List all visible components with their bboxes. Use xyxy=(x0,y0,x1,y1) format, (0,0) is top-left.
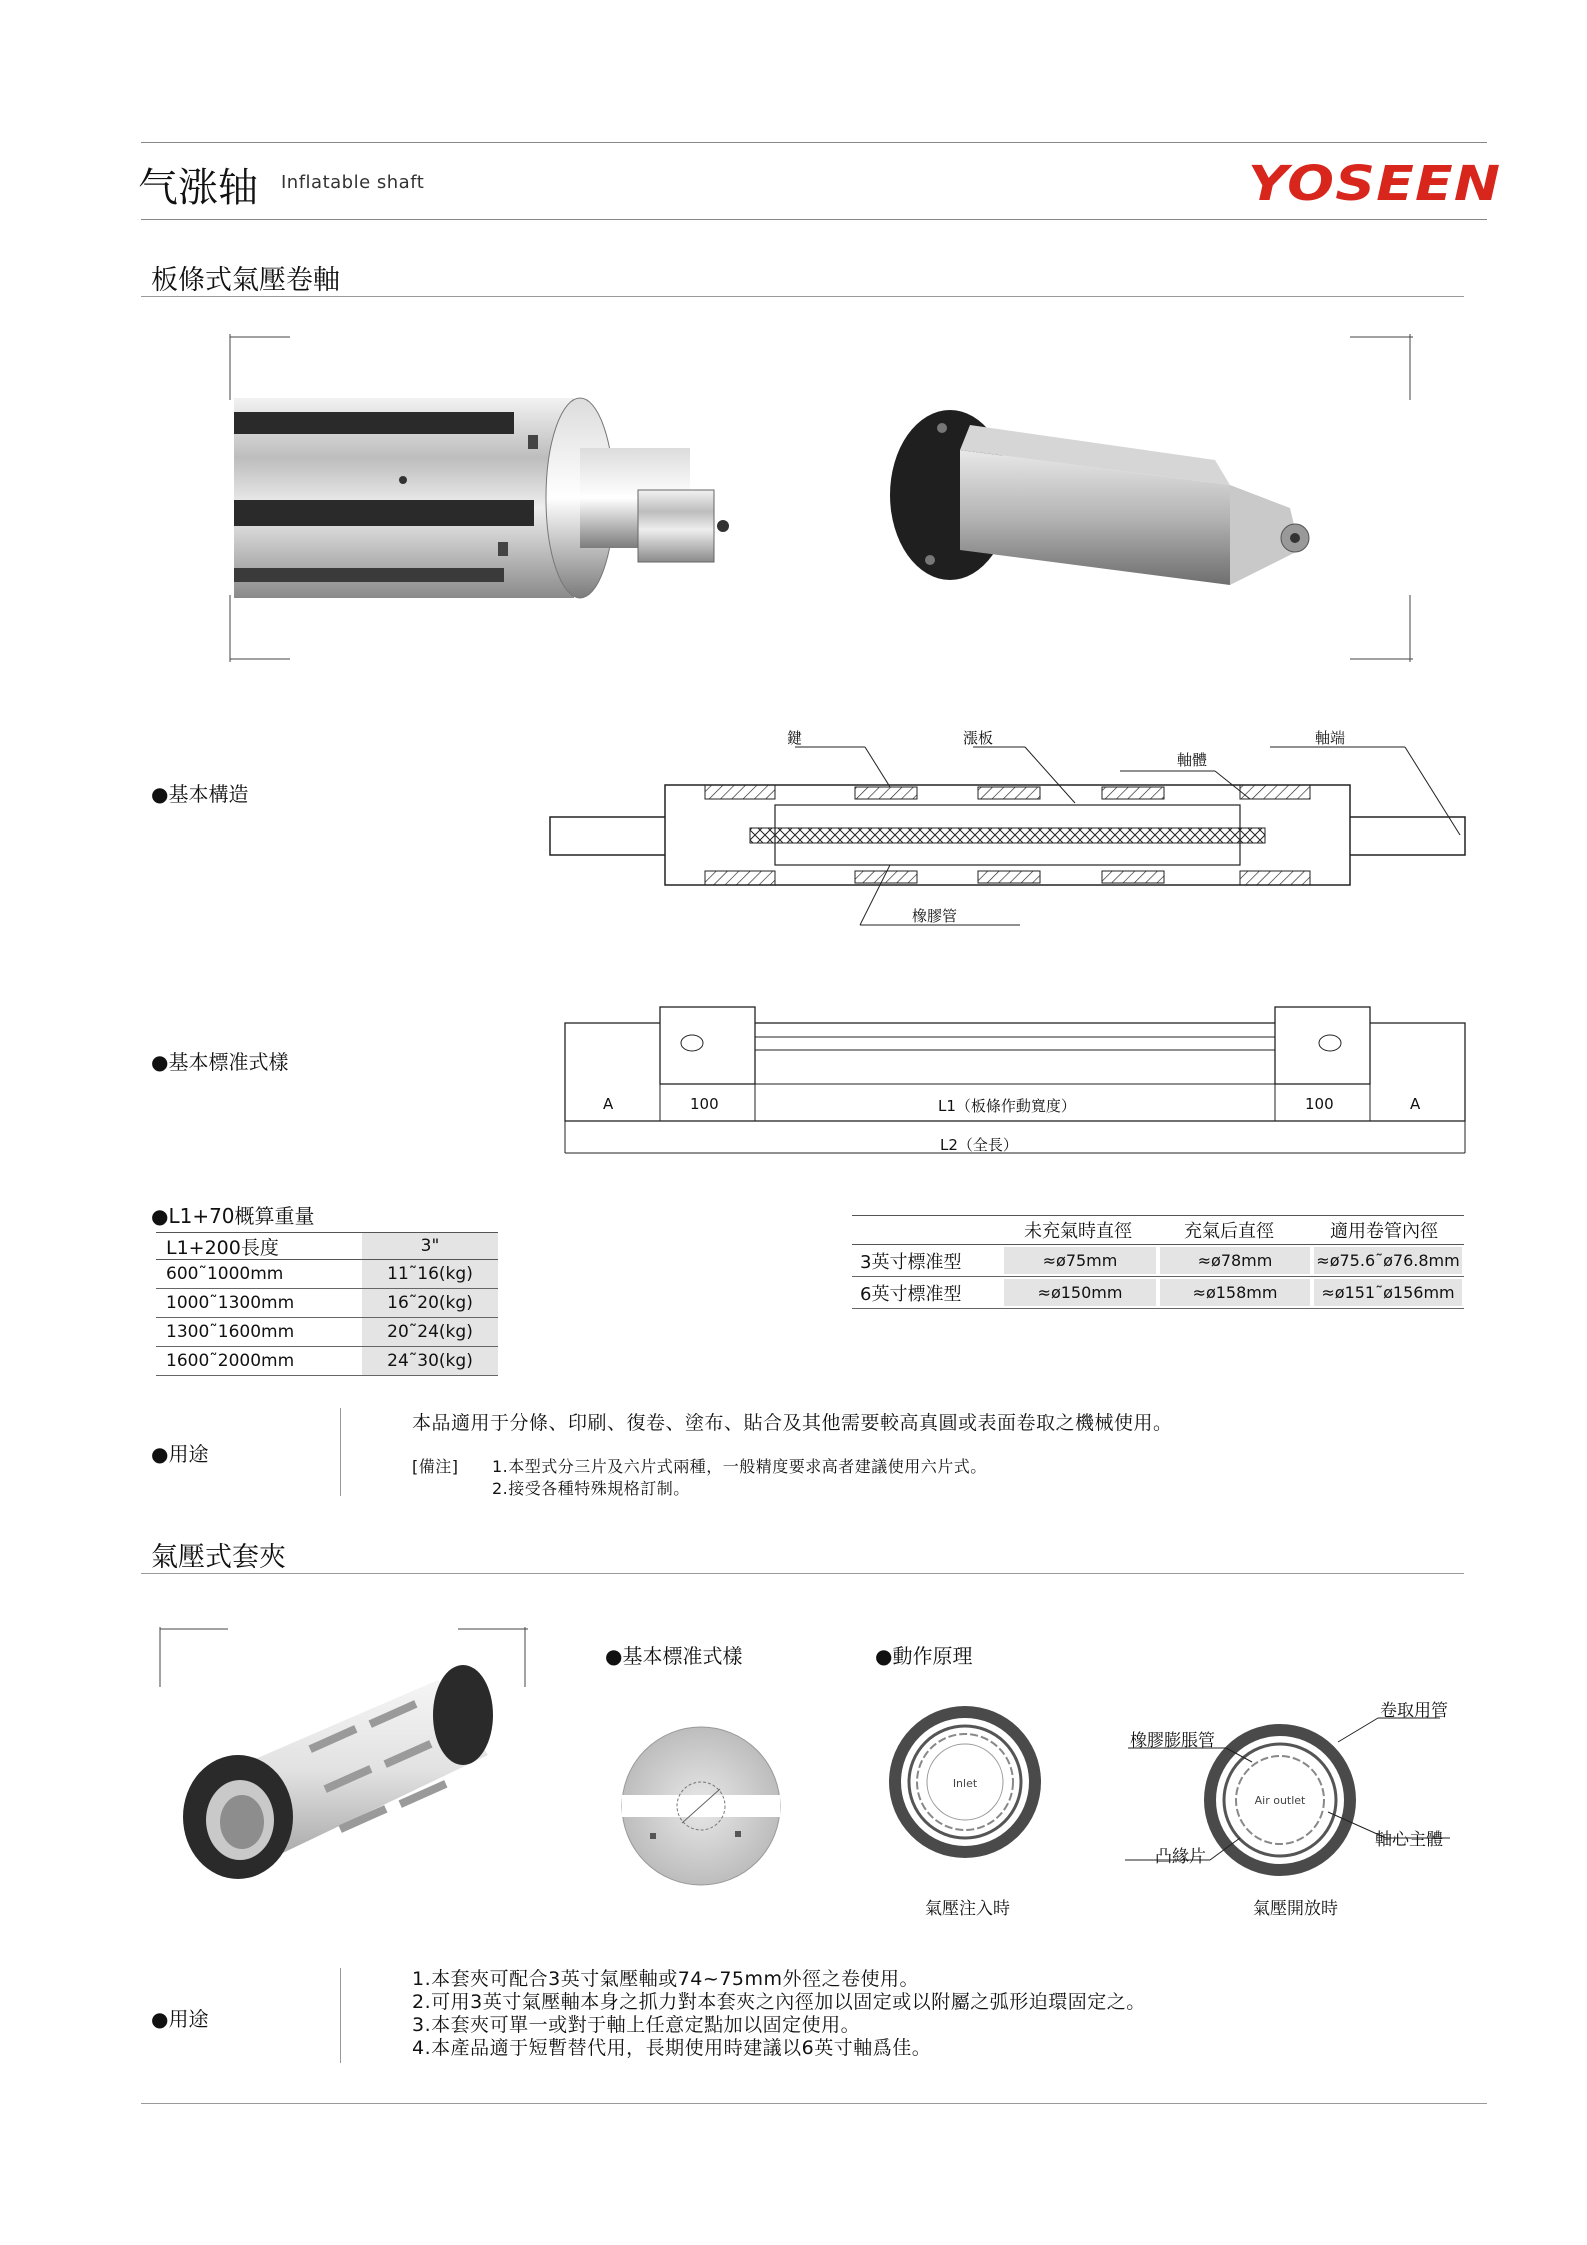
label-core-body: 軸心主體 xyxy=(1375,1830,1443,1850)
outlet-word: Air outlet xyxy=(1254,1794,1306,1807)
weight-heading: ●L1+70概算重量 xyxy=(151,1204,315,1228)
diameter-row-value: ≈ø78mm xyxy=(1160,1247,1310,1274)
dim-a-right: A xyxy=(1410,1095,1421,1113)
note-label: [備注] xyxy=(412,1457,459,1476)
footer-rule xyxy=(141,2103,1487,2104)
section2-title: 氣壓式套夾 xyxy=(151,1542,286,1573)
diameter-row-type: 6英寸標准型 xyxy=(860,1283,962,1305)
label-end: 軸端 xyxy=(1315,729,1346,747)
dim-100-right: 100 xyxy=(1305,1095,1334,1113)
weight-row xyxy=(156,1318,498,1347)
dim-a-left: A xyxy=(603,1095,614,1113)
weight-row-value: 11˜16(kg) xyxy=(362,1260,498,1288)
clamp-photo xyxy=(158,1625,530,1905)
top-rule xyxy=(141,142,1487,143)
dim-100-left: 100 xyxy=(690,1095,719,1113)
note-1: 1.本型式分三片及六片式兩種，一般精度要求高者建議使用六片式。 xyxy=(492,1457,987,1476)
usage1-divider xyxy=(340,1408,341,1496)
structure-diagram xyxy=(545,725,1470,935)
weight-row-length: 1600˜2000mm xyxy=(166,1351,295,1371)
label-tube: 橡膠管 xyxy=(912,907,958,925)
diameter-header-row xyxy=(852,1215,1464,1245)
usage2-divider xyxy=(340,1968,341,2063)
diameter-row-value: ≈ø150mm xyxy=(1004,1279,1156,1306)
principle-release-diagram xyxy=(1100,1690,1470,1900)
weight-row-value: 24˜30(kg) xyxy=(362,1347,498,1375)
usage1-text: 本品適用于分條、印刷、復卷、塗布、貼合及其他需要較高真圓或表面卷取之機械使用。 xyxy=(412,1412,1173,1434)
weight-row xyxy=(156,1347,498,1376)
shaft-photo-left xyxy=(228,330,738,670)
weight-row xyxy=(156,1289,498,1318)
weight-row-value: 16˜20(kg) xyxy=(362,1289,498,1317)
diameter-table xyxy=(852,1215,1464,1309)
weight-header-size: 3" xyxy=(362,1233,498,1259)
clamp-spec-heading: ●基本標准式樣 xyxy=(605,1644,743,1668)
weight-table xyxy=(156,1232,498,1376)
usage2-heading: ●用途 xyxy=(151,2007,209,2031)
dim-l2: L2（全長） xyxy=(940,1136,1018,1154)
structure-heading: ●基本構造 xyxy=(151,782,249,806)
label-key: 鍵 xyxy=(787,729,803,747)
diameter-row-value: ≈ø75.6˜ø76.8mm xyxy=(1314,1247,1462,1274)
diameter-row-value: ≈ø151˜ø156mm xyxy=(1314,1279,1462,1306)
usage2-item-4: 4.本產品適于短暫替代用，長期使用時建議以6英寸軸爲佳。 xyxy=(412,2037,932,2059)
label-flange: 凸緣片 xyxy=(1155,1847,1206,1867)
principle-inflate-diagram xyxy=(885,1702,1045,1862)
diameter-row-value: ≈ø158mm xyxy=(1160,1279,1310,1306)
weight-row xyxy=(156,1260,498,1289)
section1-rule xyxy=(141,296,1464,297)
diameter-row-value: ≈ø75mm xyxy=(1004,1247,1156,1274)
page-subtitle: Inflatable shaft xyxy=(281,172,425,193)
caption-release: 氣壓開放時 xyxy=(1253,1899,1338,1919)
label-rubber-tube: 橡膠膨脹管 xyxy=(1130,1731,1215,1751)
diameter-header-inflated: 充氣后直徑 xyxy=(1184,1221,1274,1242)
weight-row-value: 20˜24(kg) xyxy=(362,1318,498,1346)
diameter-row xyxy=(852,1245,1464,1277)
caption-inflate: 氣壓注入時 xyxy=(925,1899,1010,1919)
shaft-photo-right xyxy=(870,330,1415,670)
label-roll-tube: 卷取用管 xyxy=(1380,1701,1448,1721)
note-2: 2.接受各種特殊規格訂制。 xyxy=(492,1479,690,1498)
usage2-item-2: 2.可用3英寸氣壓軸本身之抓力對本套夾之內徑加以固定或以附屬之弧形迫環固定之。 xyxy=(412,1991,1146,2013)
section1-title: 板條式氣壓卷軸 xyxy=(151,265,340,296)
clamp-spec-disk xyxy=(620,1725,782,1887)
usage1-heading: ●用途 xyxy=(151,1442,209,1466)
usage2-list xyxy=(412,1968,1146,2060)
diameter-row xyxy=(852,1277,1464,1309)
weight-header-row xyxy=(156,1232,498,1260)
label-body: 軸體 xyxy=(1177,751,1208,769)
brand-logo: YOSEEN xyxy=(1248,156,1502,212)
weight-row-length: 1000˜1300mm xyxy=(166,1293,295,1313)
inlet-word: Inlet xyxy=(952,1777,978,1790)
diameter-header-uninflated: 未充氣時直徑 xyxy=(1024,1221,1132,1242)
header-bottom-rule xyxy=(141,219,1487,220)
diameter-row-type: 3英寸標准型 xyxy=(860,1251,962,1273)
usage2-item-1: 1.本套夾可配合3英寸氣壓軸或74~75mm外徑之卷使用。 xyxy=(412,1968,920,1990)
weight-header-length: L1+200長度 xyxy=(166,1236,279,1259)
principle-heading: ●動作原理 xyxy=(875,1644,973,1668)
dim-l1: L1（板條作動寬度） xyxy=(938,1097,1076,1115)
weight-row-length: 1300˜1600mm xyxy=(166,1322,295,1342)
section2-rule xyxy=(141,1573,1464,1574)
page-title: 气涨轴 xyxy=(138,165,258,211)
spec-heading: ●基本標准式樣 xyxy=(151,1050,289,1074)
weight-row-length: 600˜1000mm xyxy=(166,1264,284,1284)
usage2-item-3: 3.本套夾可單一或對于軸上任意定點加以固定使用。 xyxy=(412,2014,861,2036)
diameter-header-core: 適用卷管內徑 xyxy=(1330,1221,1438,1242)
label-plate: 漲板 xyxy=(963,729,994,747)
